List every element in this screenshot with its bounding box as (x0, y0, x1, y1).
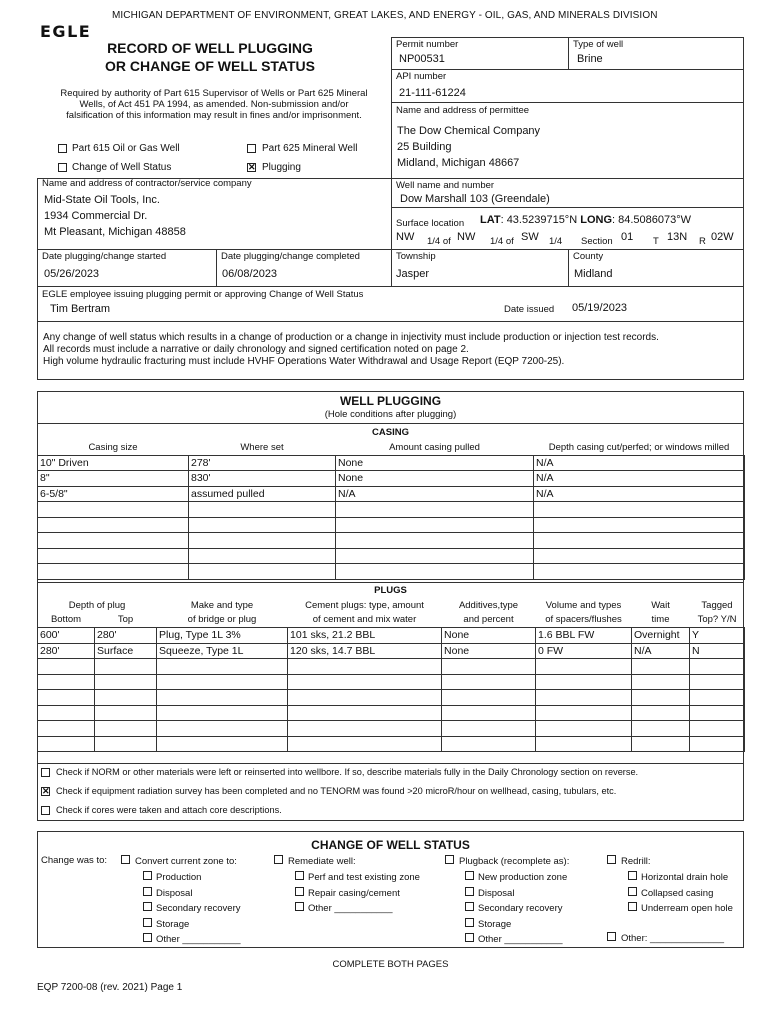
permit-value[interactable]: NP00531 (399, 53, 445, 65)
api-label: API number (396, 71, 447, 82)
plugback-option-checkbox[interactable] (465, 933, 474, 942)
convert-option-label: Production (156, 872, 202, 883)
form-id: EQP 7200-08 (rev. 2021) Page 1 (37, 982, 183, 993)
plug-cell[interactable] (38, 659, 95, 675)
change-status-checkbox[interactable] (58, 163, 67, 172)
quarter3-suffix: 1/4 (549, 236, 563, 247)
redrill-option-checkbox[interactable] (628, 887, 637, 896)
contractor-line1[interactable]: Mid-State Oil Tools, Inc. (44, 194, 160, 206)
plug-cell[interactable] (442, 659, 536, 675)
plug-cell[interactable]: 0 FW (536, 643, 632, 659)
remediate-option-checkbox[interactable] (295, 871, 304, 880)
section-value[interactable]: 01 (621, 231, 634, 243)
casing-cell[interactable]: 10" Driven (38, 455, 189, 471)
api-value[interactable]: 21-111-61224 (399, 87, 466, 99)
plugging-check-label: Check if equipment radiation survey has been completed and no TENORM was found >20 microR/hour on wellhead, casing, tubulars, etc. (56, 786, 617, 796)
casing-cell[interactable] (336, 502, 534, 518)
note-line1: Any change of well status which results in a change of production or a change in injectivity must include production or injection test records. (43, 332, 659, 343)
redrill-option-checkbox[interactable] (628, 902, 637, 911)
casing-cell[interactable] (38, 533, 189, 549)
plugs-col-header: Cement plugs: type, amount (305, 599, 424, 611)
casing-cell[interactable]: N/A (534, 471, 745, 487)
plug-cell[interactable] (442, 690, 536, 706)
convert-option-label: Other ___________ (156, 934, 241, 945)
plug-cell[interactable] (95, 736, 157, 752)
casing-cell[interactable] (38, 502, 189, 518)
redrill-label: Redrill: (621, 856, 651, 867)
plug-cell[interactable] (632, 736, 690, 752)
plug-cell[interactable] (536, 705, 632, 721)
casing-row (38, 455, 745, 471)
redrill-other-label: Other: ______________ (621, 933, 725, 944)
plugs-col-header: Additives,type (458, 599, 519, 611)
plug-cell[interactable]: 120 sks, 14.7 BBL (288, 643, 442, 659)
plugback-option-label: Other ___________ (478, 934, 563, 945)
remediate-label: Remediate well: (288, 856, 356, 867)
date-completed-label: Date plugging/change completed (221, 251, 360, 262)
plugging-check-label: Check if NORM or other materials were left or reinserted into wellbore. If so, describe materials fully in the Daily Chronology section on reverse. (56, 767, 639, 777)
plug-row (38, 721, 745, 737)
casing-row (38, 517, 745, 533)
date-started-label: Date plugging/change started (42, 251, 167, 262)
plugging-check-checkbox[interactable] (41, 768, 50, 777)
plug-cell[interactable]: None (442, 643, 536, 659)
well-type-value[interactable]: Brine (577, 53, 603, 65)
change-was-to-label: Change was to: (41, 855, 108, 866)
plugback-option-label: Storage (478, 918, 512, 930)
surface-location-label: Surface location (396, 218, 465, 229)
convert-option-checkbox[interactable] (143, 902, 152, 911)
convert-zone-label: Convert current zone to: (135, 856, 237, 867)
township-t-value[interactable]: 13N (667, 231, 688, 243)
casing-cell[interactable] (534, 564, 745, 580)
plug-row (38, 736, 745, 752)
plug-row (38, 659, 745, 675)
plugback-option-checkbox[interactable] (465, 902, 474, 911)
permittee-line2[interactable]: 25 Building (397, 141, 452, 153)
note-line3: High volume hydraulic fracturing must include HVHF Operations Water Withdrawal and Usage Report (EQP 7200-25). (43, 356, 565, 367)
plugs-title: PLUGS (374, 585, 407, 596)
plugging-check-checkbox[interactable]: ✕ (42, 786, 50, 796)
plugback-label: Plugback (recomplete as): (459, 856, 570, 867)
plugging-check-checkbox[interactable] (41, 806, 50, 815)
permit-label: Permit number (396, 39, 459, 50)
plug-cell[interactable] (157, 736, 288, 752)
casing-cell[interactable] (189, 533, 336, 549)
plug-cell[interactable] (38, 705, 95, 721)
casing-col-header: Depth casing cut/perfed; or windows milled (548, 441, 730, 453)
plug-cell[interactable] (157, 721, 288, 737)
casing-cell[interactable] (534, 548, 745, 564)
remediate-option-label: Perf and test existing zone (308, 872, 420, 883)
part615-checkbox[interactable] (58, 144, 67, 153)
plugs-col-header: Tagged (701, 599, 733, 611)
plug-cell[interactable] (288, 690, 442, 706)
casing-cell[interactable] (534, 502, 745, 518)
well-type-label: Type of well (573, 39, 624, 50)
plug-cell[interactable] (632, 690, 690, 706)
plugs-col-subheader: of bridge or plug (187, 614, 257, 626)
long-value[interactable]: : 84.5086073°W (612, 214, 692, 226)
plug-cell[interactable]: Y (690, 628, 745, 644)
convert-option-label: Storage (156, 918, 190, 930)
plug-cell[interactable] (288, 705, 442, 721)
casing-cell[interactable]: 8" (38, 471, 189, 487)
casing-cell[interactable] (189, 502, 336, 518)
plug-cell[interactable] (536, 690, 632, 706)
quarter1-suffix: 1/4 of (427, 236, 451, 247)
plugs-col-header: Wait (651, 599, 670, 611)
plug-cell[interactable] (442, 736, 536, 752)
plugs-table (37, 598, 745, 752)
casing-cell[interactable] (336, 517, 534, 533)
plug-cell[interactable] (38, 736, 95, 752)
lat-label: LAT (480, 214, 501, 226)
plug-cell[interactable] (536, 659, 632, 675)
plugs-col-subheader: of spacers/flushes (545, 614, 622, 626)
plug-cell[interactable] (95, 690, 157, 706)
plugback-checkbox[interactable] (445, 855, 454, 864)
authority-line2: Wells, of Act 451 PA 1994, as amended. Non-submission and/or (79, 99, 349, 110)
plugging-check-label: Check if cores were taken and attach core descriptions. (56, 805, 282, 815)
casing-cell[interactable] (336, 564, 534, 580)
plug-cell[interactable] (536, 674, 632, 690)
plug-row (38, 674, 745, 690)
plug-cell[interactable]: None (442, 628, 536, 644)
plug-cell[interactable]: Surface (95, 643, 157, 659)
plug-cell[interactable] (690, 690, 745, 706)
casing-cell[interactable] (38, 564, 189, 580)
casing-cell[interactable] (534, 517, 745, 533)
convert-option-label: Secondary recovery (156, 903, 241, 914)
change-status-label: Change of Well Status (72, 162, 172, 173)
plug-cell[interactable] (632, 721, 690, 737)
casing-cell[interactable] (189, 564, 336, 580)
plugs-col-subheader: Top? Y/N (697, 614, 737, 626)
plug-cell[interactable] (157, 690, 288, 706)
plug-row (38, 705, 745, 721)
casing-cell[interactable]: N/A (336, 486, 534, 502)
casing-row (38, 533, 745, 549)
plugback-option-label: Disposal (478, 887, 515, 899)
permittee-line1[interactable]: The Dow Chemical Company (397, 125, 541, 137)
township-value[interactable]: Jasper (396, 268, 430, 280)
plug-row (38, 643, 745, 659)
plug-cell[interactable] (95, 674, 157, 690)
well-name-label: Well name and number (396, 180, 495, 191)
plug-cell[interactable]: 280' (95, 628, 157, 644)
convert-option-checkbox[interactable] (143, 887, 152, 896)
plug-cell[interactable] (442, 674, 536, 690)
plugback-option-checkbox[interactable] (465, 918, 474, 927)
plugback-option-checkbox[interactable] (465, 887, 474, 896)
quarter2[interactable]: NW (457, 231, 476, 243)
plug-cell[interactable] (38, 690, 95, 706)
plug-cell[interactable]: Overnight (632, 628, 690, 644)
change-status-title: CHANGE OF WELL STATUS (311, 838, 470, 852)
employee-label: EGLE employee issuing plugging permit or approving Change of Well Status (42, 289, 364, 300)
agency-header: MICHIGAN DEPARTMENT OF ENVIRONMENT, GREAT LAKES, AND ENERGY - OIL, GAS, AND MINERALS DIVISION (112, 10, 658, 21)
plug-cell[interactable] (632, 674, 690, 690)
plugs-col-header: Make and type (190, 599, 254, 611)
casing-cell[interactable] (336, 533, 534, 549)
plug-cell[interactable] (690, 659, 745, 675)
redrill-checkbox[interactable] (607, 855, 616, 864)
lat-row (480, 214, 691, 226)
casing-row (38, 564, 745, 580)
redrill-option-checkbox[interactable] (628, 871, 637, 880)
plug-row (38, 628, 745, 644)
permittee-label: Name and address of permittee (396, 105, 530, 116)
convert-option-label: Disposal (156, 887, 193, 899)
convert-option-checkbox[interactable] (143, 871, 152, 880)
plugs-col-subheader: of cement and mix water (312, 614, 417, 626)
well-plugging-subtitle: (Hole conditions after plugging) (324, 409, 457, 420)
plug-cell[interactable]: 280' (38, 643, 95, 659)
plug-row (38, 690, 745, 706)
remediate-option-checkbox[interactable] (295, 887, 304, 896)
contractor-line2[interactable]: 1934 Commercial Dr. (44, 210, 148, 222)
permittee-line3[interactable]: Midland, Michigan 48667 (397, 157, 520, 169)
plugging-label: Plugging (262, 162, 301, 173)
authority-line1: Required by authority of Part 615 Supervisor of Wells or Part 625 Mineral (60, 88, 368, 99)
range-r-label: R (699, 236, 706, 247)
casing-title: CASING (372, 427, 409, 438)
plug-cell[interactable]: Squeeze, Type 1L (157, 643, 288, 659)
plug-cell[interactable] (690, 736, 745, 752)
quarter1[interactable]: NW (396, 231, 415, 243)
form-title-line1: RECORD OF WELL PLUGGING (107, 40, 313, 56)
remediate-option-label: Other ___________ (308, 903, 393, 914)
plugs-col-subheader: and percent (463, 614, 514, 626)
plug-cell[interactable] (38, 674, 95, 690)
plugs-col-header: Depth of plug (68, 599, 126, 611)
part615-label: Part 615 Oil or Gas Well (72, 143, 180, 154)
casing-table (37, 440, 745, 580)
date-issued-label: Date issued (504, 304, 555, 315)
redrill-other-checkbox[interactable] (607, 932, 616, 941)
plug-cell[interactable] (95, 721, 157, 737)
casing-cell[interactable]: N/A (534, 486, 745, 502)
part625-checkbox[interactable] (247, 144, 256, 153)
casing-row (38, 486, 745, 502)
casing-row (38, 502, 745, 518)
remediate-option-checkbox[interactable] (295, 902, 304, 911)
casing-cell[interactable] (534, 533, 745, 549)
plugback-option-label: Secondary recovery (478, 903, 563, 914)
egle-logo: EGLE (40, 22, 92, 41)
plug-cell[interactable] (157, 705, 288, 721)
plug-cell[interactable] (690, 705, 745, 721)
plug-cell[interactable] (288, 721, 442, 737)
date-issued-value[interactable]: 05/19/2023 (572, 302, 628, 314)
casing-cell[interactable]: 6-5/8" (38, 486, 189, 502)
plug-cell[interactable] (95, 705, 157, 721)
date-completed-value[interactable]: 06/08/2023 (222, 268, 278, 280)
plugs-col-subheader: time (651, 614, 670, 626)
authority-line3: falsification of this information may result in fines and/or imprisonment. (66, 110, 362, 121)
plug-cell[interactable] (157, 659, 288, 675)
plug-cell[interactable] (690, 674, 745, 690)
casing-cell[interactable] (189, 548, 336, 564)
plug-cell[interactable] (288, 674, 442, 690)
casing-cell[interactable] (189, 517, 336, 533)
range-r-value[interactable]: 02W (711, 231, 734, 243)
plugback-option-label: New production zone (478, 872, 568, 883)
plug-cell[interactable] (442, 705, 536, 721)
form-title-line2: OR CHANGE OF WELL STATUS (105, 58, 315, 74)
quarter2-suffix: 1/4 of (490, 236, 514, 247)
casing-col-header: Casing size (88, 441, 138, 453)
plug-cell[interactable] (38, 721, 95, 737)
plugback-option-checkbox[interactable] (465, 871, 474, 880)
remediate-checkbox[interactable] (274, 855, 283, 864)
plug-cell[interactable] (536, 736, 632, 752)
employee-value[interactable]: Tim Bertram (50, 303, 111, 315)
lat-value[interactable]: : 43.5239715°N (500, 214, 578, 226)
township-label: Township (396, 251, 436, 262)
casing-col-header: Amount casing pulled (389, 441, 480, 453)
long-label: LONG (580, 214, 612, 226)
plugs-col-header: Volume and types (545, 599, 622, 611)
casing-cell[interactable]: 278' (189, 455, 336, 471)
township-t-label: T (653, 236, 659, 247)
convert-option-checkbox[interactable] (143, 918, 152, 927)
convert-zone-checkbox[interactable] (121, 855, 130, 864)
county-value[interactable]: Midland (574, 268, 613, 280)
county-label: County (573, 251, 604, 262)
plug-cell[interactable] (690, 721, 745, 737)
plugs-col-subheader: Bottom (50, 614, 82, 626)
contractor-label: Name and address of contractor/service company (42, 178, 252, 189)
contractor-line3[interactable]: Mt Pleasant, Michigan 48858 (44, 226, 186, 238)
quarter3[interactable]: SW (521, 231, 539, 243)
plug-cell[interactable]: 600' (38, 628, 95, 644)
plug-cell[interactable] (632, 705, 690, 721)
casing-cell[interactable] (336, 548, 534, 564)
complete-both-pages: COMPLETE BOTH PAGES (332, 959, 449, 970)
plug-cell[interactable] (288, 659, 442, 675)
plug-cell[interactable]: 1.6 BBL FW (536, 628, 632, 644)
casing-cell[interactable]: None (336, 471, 534, 487)
casing-row (38, 471, 745, 487)
plugs-col-subheader: Top (117, 614, 134, 626)
casing-cell[interactable]: N/A (534, 455, 745, 471)
plug-cell[interactable] (442, 721, 536, 737)
casing-cell[interactable]: None (336, 455, 534, 471)
redrill-option-label: Collapsed casing (641, 887, 714, 899)
redrill-option-label: Underream open hole (641, 903, 733, 914)
plug-cell[interactable]: N (690, 643, 745, 659)
plug-cell[interactable] (288, 736, 442, 752)
casing-cell[interactable]: assumed pulled (189, 486, 336, 502)
plug-cell[interactable]: 101 sks, 21.2 BBL (288, 628, 442, 644)
plug-cell[interactable]: Plug, Type 1L 3% (157, 628, 288, 644)
casing-cell[interactable] (38, 517, 189, 533)
remediate-option-label: Repair casing/cement (308, 887, 400, 899)
date-started-value[interactable]: 05/26/2023 (44, 268, 100, 280)
plug-cell[interactable] (157, 674, 288, 690)
casing-cell[interactable] (38, 548, 189, 564)
convert-option-checkbox[interactable] (143, 933, 152, 942)
plug-cell[interactable]: N/A (632, 643, 690, 659)
well-name-value[interactable]: Dow Marshall 103 (Greendale) (400, 193, 550, 205)
plugging-checkbox[interactable]: ✕ (248, 162, 256, 172)
casing-row (38, 548, 745, 564)
plug-cell[interactable] (95, 659, 157, 675)
plug-cell[interactable] (536, 721, 632, 737)
casing-cell[interactable]: 830' (189, 471, 336, 487)
well-plugging-title: WELL PLUGGING (339, 394, 442, 408)
redrill-option-label: Horizontal drain hole (641, 872, 729, 883)
casing-col-header: Where set (240, 441, 284, 453)
plug-cell[interactable] (632, 659, 690, 675)
part625-label: Part 625 Mineral Well (262, 143, 358, 154)
section-label: Section (581, 236, 613, 247)
note-line2: All records must include a narrative or daily chronology and signed certification noted on page 2. (43, 344, 469, 355)
